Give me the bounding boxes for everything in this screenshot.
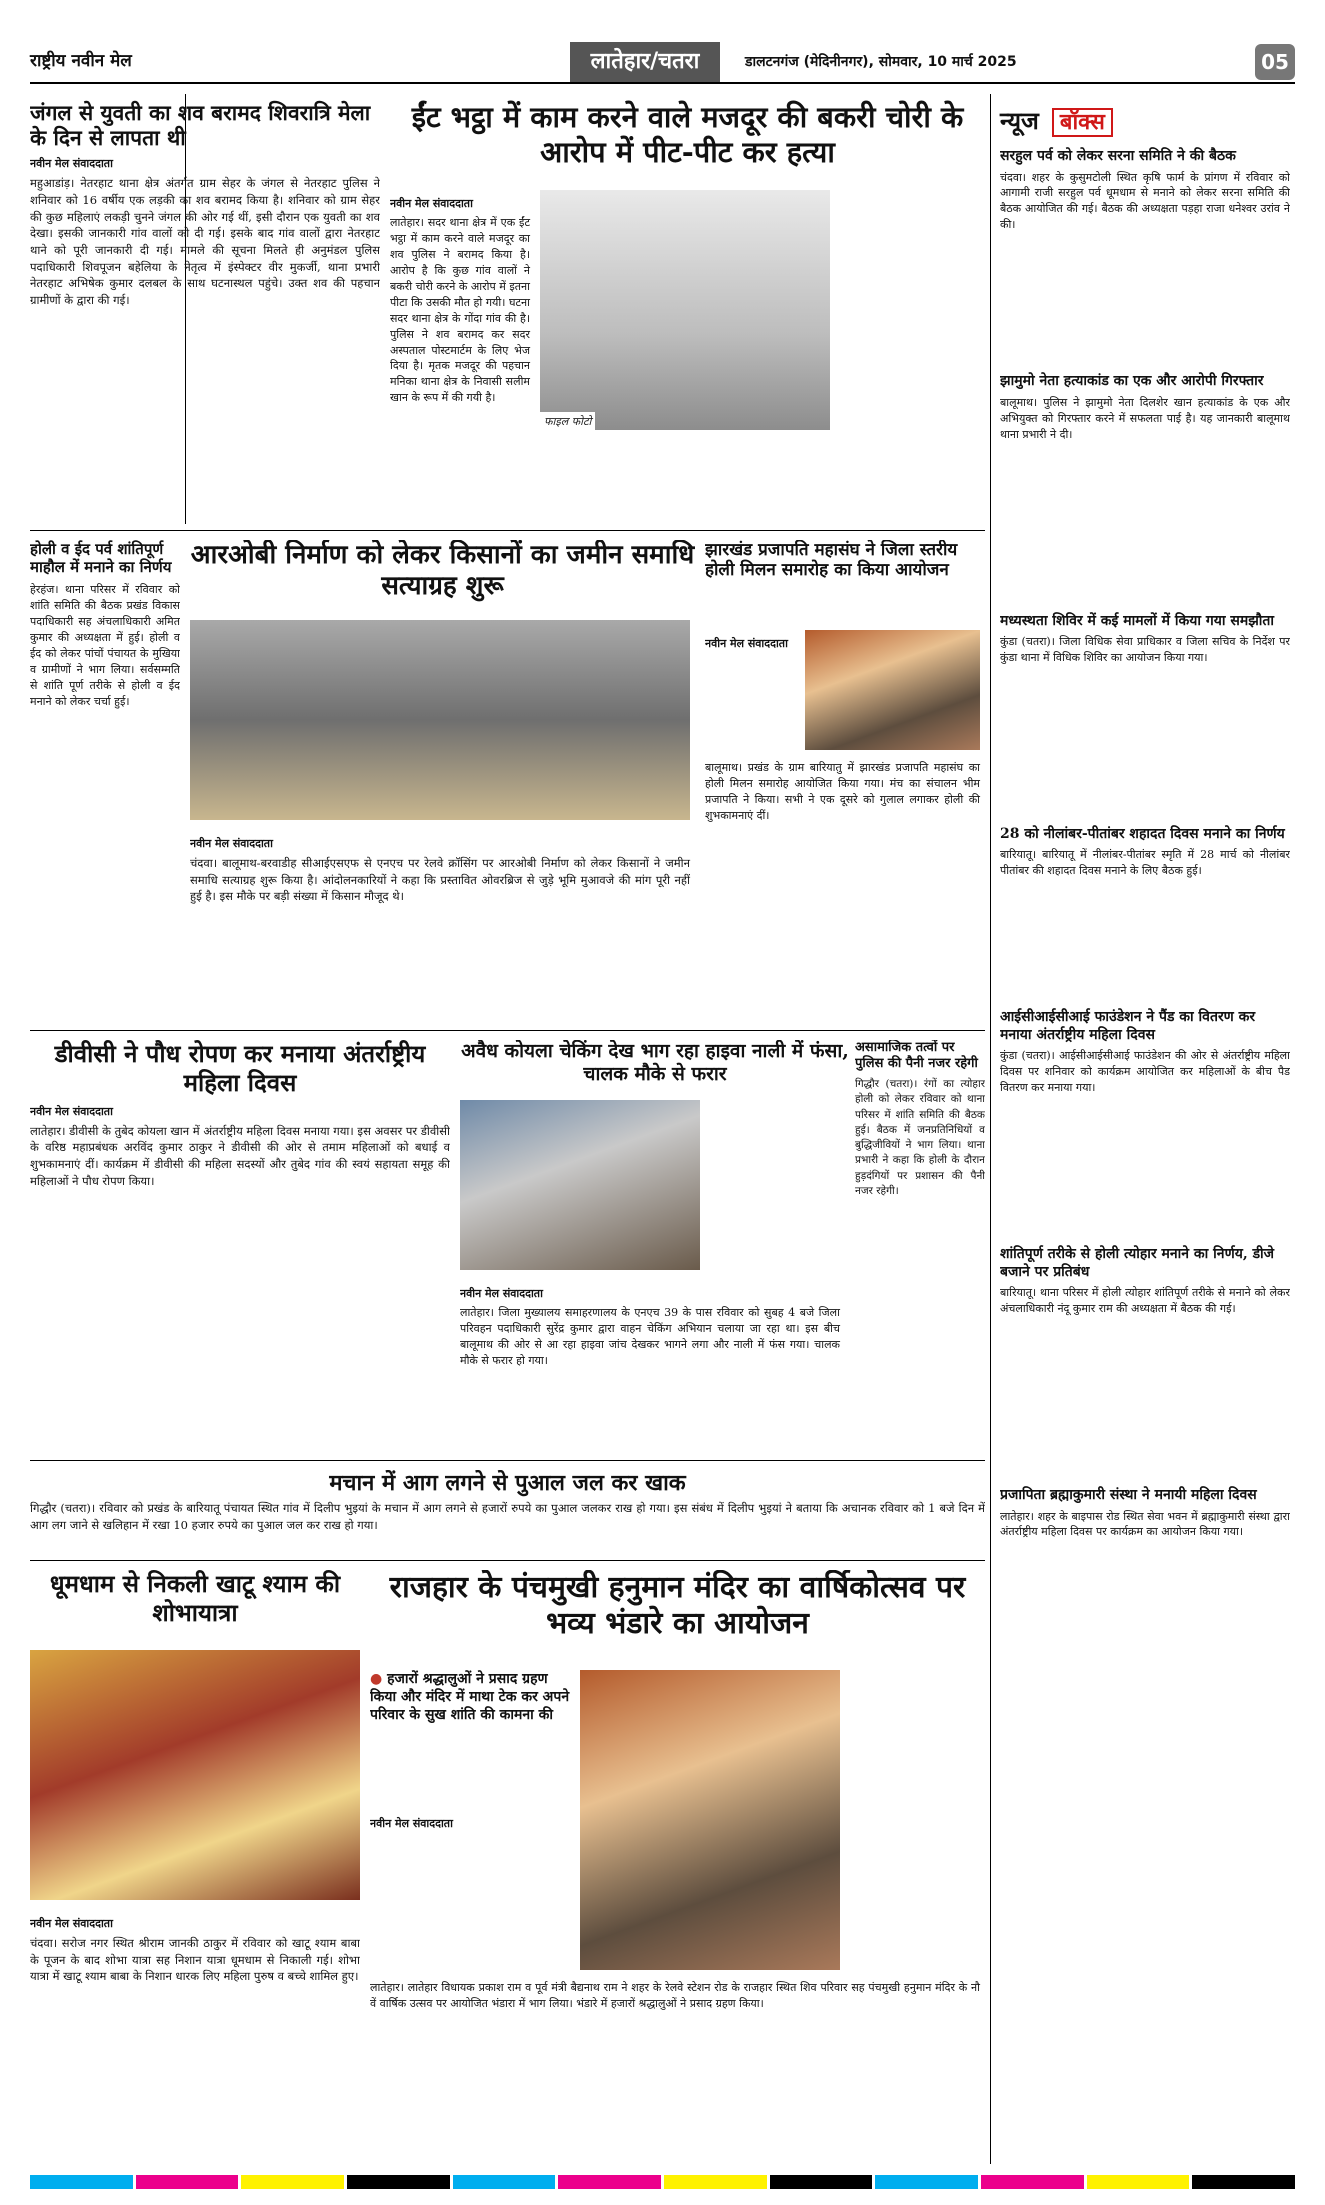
sidebar-item (1000, 1009, 1290, 1096)
headline: आरओबी निर्माण को लेकर किसानों का जमीन समाधि सत्याग्रह शुरू (190, 540, 695, 602)
sidebar-item-text: बालूमाथ। पुलिस ने झामुमो नेता दिलशेर खान हत्याकांड के एक और अभियुक्त को गिरफ्तार करने में सफलता पाई है। यह जानकारी बालूमाथ थाना प्रभारी ने दी। (1000, 395, 1290, 441)
story-missing-girl (30, 100, 380, 520)
story-body: बालूमाथ। प्रखंड के ग्राम बारियातु में झारखंड प्रजापति महासंघ का होली मिलन समारोह आयोजित किया गया। मंच का संचालन भीम प्रजापति ने किया। सभी ने एक दूसरे को गुलाल लगाकर होली की शुभकामनाएं दीं। (705, 761, 980, 822)
byline: नवीन मेल संवाददाता (30, 157, 113, 171)
photo-stuck-truck (460, 1100, 700, 1270)
headline: असामाजिक तत्वों पर पुलिस की पैनी नजर रहेगी (855, 1040, 978, 1071)
story-coal-truck (460, 1040, 850, 1450)
story-dvc-womens-day (30, 1040, 450, 1450)
photo-body-shroud (540, 190, 830, 430)
headline: अवैध कोयला चेकिंग देख भाग रहा हाइवा नाली में फंसा, चालक मौके से फरार (461, 1040, 849, 1085)
sidebar-item-head: 28 को नीलांबर-पीतांबर शहादत दिवस मनाने का निर्णय (1000, 825, 1285, 842)
story-khatu-shyam (30, 1570, 360, 2160)
sidebar-item (1000, 373, 1290, 442)
story-body: लातेहार। डीवीसी के तुबेद कोयला खान में अंतर्राष्ट्रीय महिला दिवस मनाया गया। इस अवसर पर डीवीसी के वरिष्ठ महाप्रबंधक अरविंद कुमार ठाकुर ने डीवीसी की ओर से तमाम महिलाओं को बधाई व शुभकामनाएं दीं। कार्यक्रम में डीवीसी की महिला सदस्यों और तुबेद गांव की स्वयं सहायता समूह की महिलाओं ने पौध रोपण किया। (30, 1123, 450, 1188)
sidebar-item-text: कुंडा (चतरा)। जिला विधिक सेवा प्राधिकार व जिला सचिव के निर्देश पर कुंडा थाना में विधिक शिविर का आयोजन किया गया। (1000, 635, 1290, 664)
sidebar-item-text: चंदवा। शहर के कुसुमटोली स्थित कृषि फार्म के प्रांगण में रविवार को आगामी राजी सरहुल पर्व धूमधाम से मनाने को लेकर सरना समिति की बैठक आयोजित की गई। बैठक की अध्यक्षता पड़हा राजा धनेश्वर उरांव ने की। (1000, 170, 1290, 232)
story-body: गिद्धौर (चतरा)। रंगों का त्योहार होली को लेकर रविवार को थाना परिसर में शांति समिति की बैठक हुई। बैठक में जनप्रतिनिधियों व बुद्धिजीवियों ने भाग लिया। थाना प्रभारी ने कहा कि होली के दौरान हुड़दंगियों पर प्रशासन की पैनी नजर रहेगी। (855, 1078, 985, 1197)
sidebar-item-head: सरहुल पर्व को लेकर सरना समिति ने की बैठक (1000, 148, 1236, 164)
byline: नवीन मेल संवाददाता (705, 637, 788, 650)
page-header (30, 42, 1295, 84)
news-box-title-2: बॉक्स (1052, 108, 1113, 137)
section-tab: लातेहार/चतरा (570, 42, 720, 82)
byline: नवीन मेल संवाददाता (190, 837, 273, 850)
headline: ईंट भट्ठा में काम करने वाले मजदूर की बकरी चोरी के आरोप में पीट-पीट कर हत्या (411, 100, 964, 169)
photo-procession (30, 1650, 360, 1900)
sidebar-item-head: प्रजापिता ब्रह्माकुमारी संस्था ने मनायी महिला दिवस (1000, 1487, 1257, 1503)
news-box-title (1000, 104, 1290, 138)
headline: डीवीसी ने पौध रोपण कर मनाया अंतर्राष्ट्रीय महिला दिवस (54, 1040, 426, 1097)
story-hanuman-mandir (370, 1570, 985, 2160)
page-number: 05 (1255, 44, 1295, 80)
photo-farmers-protest (190, 620, 690, 820)
sidebar-item-head: झामुमो नेता हत्याकांड का एक और आरोपी गिरफ्तार (1000, 373, 1264, 390)
dateline: डालटनगंज (मेदिनीनगर), सोमवार, 10 मार्च 2025 (745, 54, 1017, 70)
story-body: चंदवा। बालूमाथ-बरवाडीह सीआईएसएफ से एनएच पर रेलवे क्रॉसिंग पर आरओबी निर्माण को लेकर किसानों ने जमीन समाधि सत्याग्रह शुरू किया है। आंदोलनकारियों ने कहा कि प्रस्तावित ओवरब्रिज से जुड़े भूमि मुआवजे की मांग पूरी नहीं हुई है। इस मौके पर बड़ी संख्या में किसान मौजूद थे। (190, 856, 690, 904)
sidebar-item (1000, 826, 1290, 879)
story-body: चंदवा। सरोज नगर स्थित श्रीराम जानकी ठाकुर में रविवार को खाटू श्याम बाबा के पूजन के बाद शोभा यात्रा सह निशान यात्रा धूमधाम से निकाली गई। शोभा यात्रा में खाटू श्याम बाबा के निशान धारक लिए महिला पुरुष व बच्चे शामिल हुए। (30, 1936, 360, 1984)
story-body: गिद्धौर (चतरा)। रविवार को प्रखंड के बारियातू पंचायत स्थित गांव में दिलीप भुइयां के मचान में आग लगने से हजारों रुपये का पुआल जलकर राख हो गया। इस संबंध में दिलीप भुइयां ने बताया कि अचानक रविवार को 1 बजे दिन में आग लग जाने से खलिहान में रखा 10 हजार रुपये का पुआल जल कर राख हो गया। (30, 1501, 985, 1533)
sidebar-item-head: आईसीआईसीआई फाउंडेशन ने पैंड का वितरण कर मनाया अंतर्राष्ट्रीय महिला दिवस (1000, 1009, 1256, 1043)
sidebar-news (1000, 142, 1290, 2162)
headline: होली व ईद पर्व शांतिपूर्ण माहौल में मनाने का निर्णय (30, 540, 172, 576)
bullet-icon: ● (370, 1671, 388, 1687)
headline: राजहार के पंचमुखी हनुमान मंदिर का वार्षिकोत्सव पर भव्य भंडारे का आयोजन (389, 1570, 966, 1641)
story-prajapati-holi (705, 540, 985, 1020)
story-fire-straw (30, 1470, 985, 1555)
story-brick-kiln-murder (390, 100, 985, 520)
sidebar-item-head: शांतिपूर्ण तरीके से होली त्योहार मनाने का निर्णय, डीजे बजाने पर प्रतिबंध (1000, 1246, 1275, 1280)
pull-quote-text: हजारों श्रद्धालुओं ने प्रसाद ग्रहण किया और मंदिर में माथा टेक कर अपने परिवार के सुख शांति की कामना की (370, 1671, 570, 1724)
photo-bhandara (580, 1670, 840, 1970)
sidebar-item (1000, 1487, 1290, 1540)
story-body: महुआडांड़। नेतरहाट थाना क्षेत्र अंतर्गत ग्राम सेहर के जंगल से नेतरहाट पुलिस ने शनिवार को 16 वर्षीय एक लड़की का शव बरामद किया है। शनिवार को ग्राम सेहर की कुछ महिलाएं लकड़ी चुनने जंगल की ओर गई थीं, इसी दौरान एक युवती का शव देखा। इसकी जानकारी गांव वालों को दी गई। इसके बाद गांव वालों द्वारा नेतरहाट थाने को पूरी जानकारी दी गई। मामले की सूचना मिलते ही अनुमंडल पुलिस पदाधिकारी शिवपूजन बहेलिया के नेतृत्व में इंस्पेक्टर वीर मुकर्जी, थाना प्रभारी नेतरहाट अभिषेक कुमार दलबल के साथ घटनास्थल पहुंचे। उक्त शव की पहचान ग्रामीणों के द्वारा की गई। (30, 176, 380, 308)
color-registration-bar (30, 2175, 1295, 2189)
masthead: राष्ट्रीय नवीन मेल (30, 51, 132, 71)
story-body: लातेहार। जिला मुख्यालय समाहरणालय के एनएच 39 के पास रविवार को सुबह 4 बजे जिला परिवहन पदाधिकारी सुरेंद्र कुमार द्वारा वाहन चेकिंग अभियान चलाया जा रहा था। इस बीच बालूमाथ की ओर से आ रहा हाइवा जांच देखकर भागने लगा और नाली में फंस गया। चालक मौके से फरार हो गया। (460, 1306, 840, 1367)
headline: झारखंड प्रजापति महासंघ ने जिला स्तरीय होली मिलन समारोह का किया आयोजन (705, 540, 958, 581)
sidebar-item (1000, 613, 1290, 666)
photo-holi-gathering (805, 630, 980, 750)
byline: नवीन मेल संवाददाता (460, 1287, 543, 1300)
sidebar-item-text: बारियातू। बारियातू में नीलांबर-पीतांबर स्मृति में 28 मार्च को नीलांबर पीतांबर की शहादत दिवस मनाने के लिए बैठक हुई। (1000, 848, 1290, 878)
sidebar-item (1000, 1246, 1290, 1317)
news-box-title-1: न्यूज (1000, 106, 1039, 135)
story-body: हेरहंज। थाना परिसर में रविवार को शांति समिति की बैठक प्रखंड विकास पदाधिकारी सह अंचलाधिकारी अमित कुमार की अध्यक्षता में हुई। होली व ईद को लेकर पांचों पंचायत के मुखिया व ग्रामीणों ने भाग लिया। सर्वसम्मति से शांति पूर्ण तरीके से होली व ईद मनाने को लेकर चर्चा हुई। (30, 583, 180, 708)
story-rob-protest (190, 540, 695, 1020)
byline: नवीन मेल संवाददाता (30, 1917, 113, 1930)
byline: नवीन मेल संवाददाता (370, 1817, 453, 1830)
sidebar-item-text: कुंडा (चतरा)। आईसीआईसीआई फाउंडेशन की ओर से अंतर्राष्ट्रीय महिला दिवस पर शनिवार को कार्यक्रम आयोजित कर महिलाओं के बीच पैड वितरण कर मनाया गया। (1000, 1049, 1290, 1095)
story-holi-eid-peace (30, 540, 180, 1020)
story-police-vigil (855, 1040, 985, 1450)
byline: नवीन मेल संवाददाता (30, 1104, 113, 1118)
pull-quote (370, 1670, 570, 1725)
headline: जंगल से युवती का शव बरामद शिवरात्रि मेला के दिन से लापता थी (30, 100, 371, 151)
headline: मचान में आग लगने से पुआल जल कर खाक (329, 1470, 686, 1496)
headline: धूमधाम से निकली खाटू श्याम की शोभायात्रा (49, 1570, 341, 1627)
sidebar-item-text: लातेहार। शहर के बाइपास रोड स्थित सेवा भवन में ब्रह्माकुमारी संस्था द्वारा अंतर्राष्ट्रीय महिला दिवस पर कार्यक्रम का आयोजन किया गया। (1000, 1509, 1290, 1539)
photo-caption: फाइल फोटो (540, 412, 595, 431)
sidebar-item-text: बारियातू। थाना परिसर में होली त्योहार शांतिपूर्ण तरीके से मनाने को लेकर अंचलाधिकारी नंदू कुमार राम की अध्यक्षता में बैठक की गई। (1000, 1286, 1290, 1316)
sidebar-item (1000, 148, 1290, 233)
byline: नवीन मेल संवाददाता (390, 197, 473, 210)
story-body: लातेहार। सदर थाना क्षेत्र में एक ईंट भट्ठा में काम करने वाले मजदूर का शव पुलिस ने बरामद किया है। आरोप है कि कुछ गांव वालों ने बकरी चोरी करने के आरोप में इतना पीटा कि उसकी मौत हो गयी। घटना सदर थाना क्षेत्र के गोंदा गांव की है। पुलिस ने शव बरामद कर सदर अस्पताल पोस्टमार्टम के लिए भेज दिया है। मृतक मजदूर की पहचान मनिका थाना क्षेत्र के निवासी सलीम खान के रूप में की गयी है। (390, 216, 530, 405)
story-body: लातेहार। लातेहार विधायक प्रकाश राम व पूर्व मंत्री बैद्यनाथ राम ने शहर के रेलवे स्टेशन रोड के राजहार स्थित शिव परिवार सह पंचमुखी हनुमान मंदिर के नौ वें वार्षिक उत्सव पर आयोजित भंडारा में भाग लिया। भंडारे में हजारों श्रद्धालुओं ने प्रसाद ग्रहण किया। (370, 1981, 980, 2010)
sidebar-item-head: मध्यस्थता शिविर में कई मामलों में किया गया समझौता (1000, 612, 1275, 629)
